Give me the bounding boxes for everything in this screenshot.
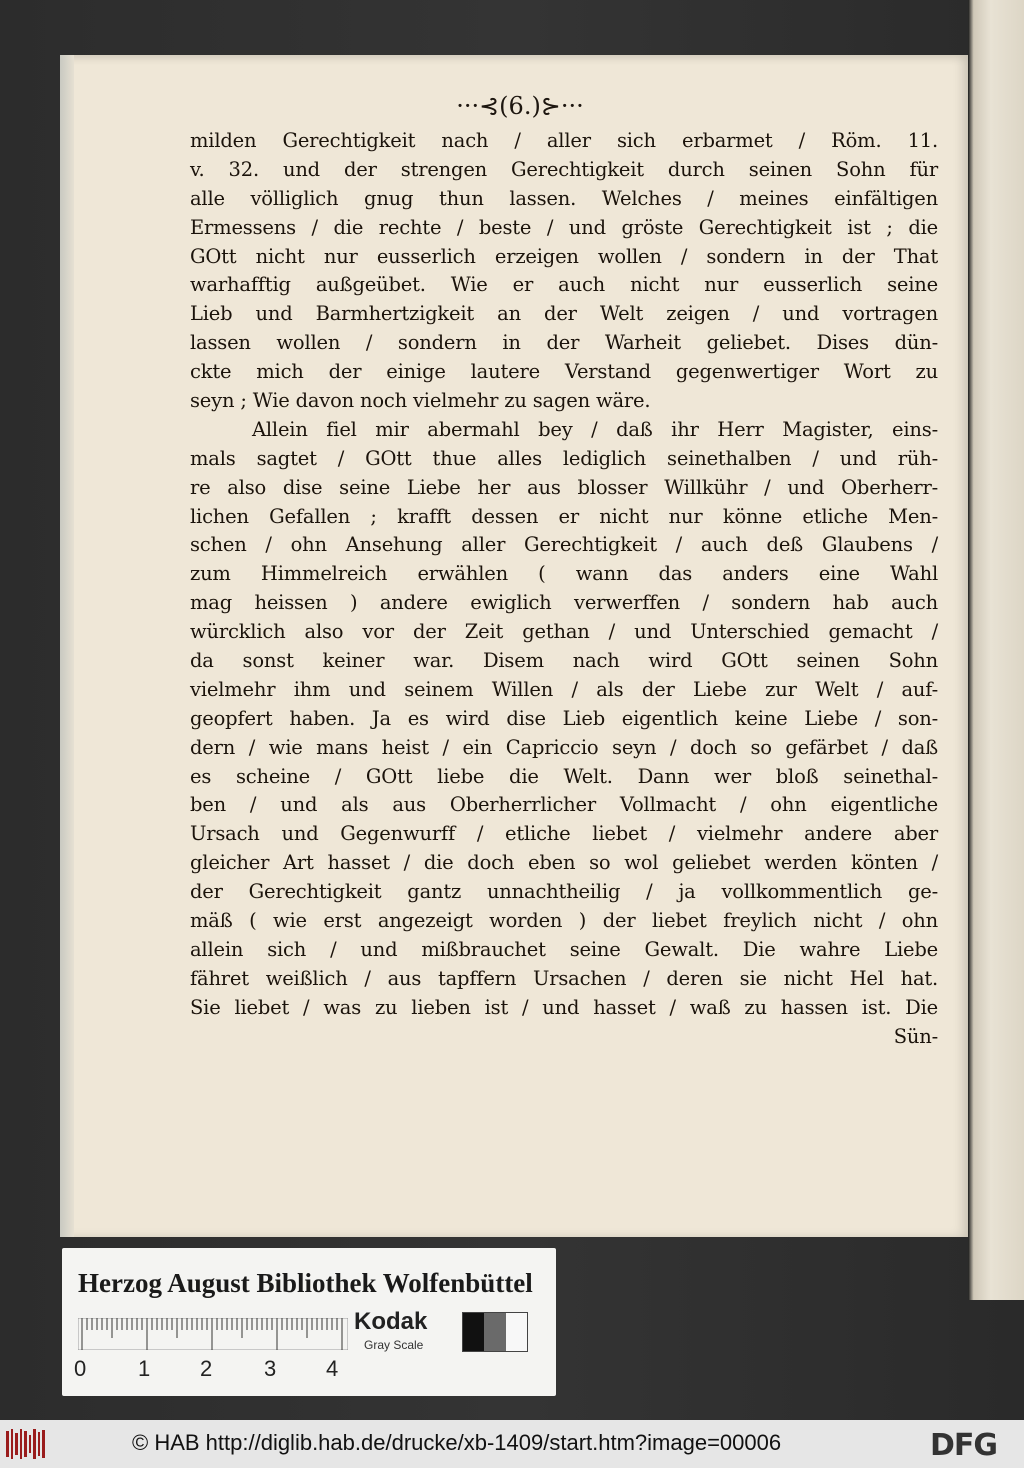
text-line: der Gerechtigkeit gantz unnachtheilig / ja vollkommentlich ge- [190, 880, 938, 904]
swatch-white [506, 1313, 527, 1351]
page-text-block [190, 127, 938, 1052]
text-line: fähret weißlich / aus tapffern Ursachen / deren sie nicht Hel hat. [190, 966, 938, 990]
swatch-black [463, 1313, 484, 1351]
text-line: allein sich / und mißbrauchet seine Gewalt. Die wahre Liebe [190, 937, 938, 961]
adjacent-page-edge [968, 0, 1024, 1300]
text-line: Lieb und Barmhertzigkeit an der Welt zeigen / und vortragen [190, 302, 938, 326]
text-line: ben / und als aus Oberherrlicher Vollmacht / ohn eigentliche [190, 793, 938, 817]
text-line: lichen Gefallen ; krafft dessen er nicht nur könne etliche Men- [190, 504, 938, 528]
dfg-logo: DFG [930, 1428, 998, 1463]
text-line: es scheine / GOtt liebe die Welt. Dann wer bloß seinethal- [190, 764, 938, 788]
library-color-card [62, 1248, 556, 1396]
text-line: ckte mich der einige lautere Verstand gegenwertiger Wort zu [190, 360, 938, 384]
ruler-number: 4 [326, 1356, 339, 1381]
page-number-header: ···⊰(6.)⊱··· [456, 92, 584, 120]
text-line: mag heissen ) andere ewiglich verwerffen / sondern hab auch [190, 591, 938, 615]
text-line: re also dise seine Liebe her aus blosser Willkühr / und Oberherr- [190, 475, 938, 499]
book-page [60, 55, 968, 1237]
page-gutter [60, 55, 74, 1237]
text-line: gleicher Art hasset / die doch eben so wol geliebet werden könten / [190, 851, 938, 875]
copyright-url[interactable]: © HAB http://diglib.hab.de/drucke/xb-1409/start.htm?image=00006 [132, 1430, 782, 1455]
text-line: Sie liebet / was zu lieben ist / und hasset / waß zu hassen ist. Die [190, 995, 938, 1019]
text-line: Sün- [893, 1024, 938, 1048]
text-line: GOtt nicht nur eusserlich erzeigen wollen / sondern in der That [190, 244, 938, 268]
text-line: v. 32. und der strengen Gerechtigkeit durch seinen Sohn für [190, 157, 938, 181]
text-line: geopfert haben. Ja es wird dise Lieb eigentlich keine Liebe / son- [190, 706, 938, 730]
ruler-number-row [70, 1356, 350, 1386]
text-line: Ermessens / die rechte / beste / und gröste Gerechtigkeit ist ; die [190, 215, 938, 239]
text-line: Ursach und Gegenwurff / etliche liebet / vielmehr andere aber [190, 822, 938, 846]
text-line: lassen wollen / sondern in der Warheit geliebet. Dises dün- [190, 331, 938, 355]
ruler-number: 3 [264, 1356, 277, 1381]
text-line: zum Himmelreich erwählen ( wann das anders eine Wahl [190, 562, 938, 586]
viewer-footer [0, 1420, 1024, 1468]
scale-ruler [78, 1318, 348, 1350]
text-line: schen / ohn Ansehung aller Gerechtigkeit / auch deß Glaubens / [190, 533, 938, 557]
text-line: da sonst keiner war. Disem nach wird GOtt seinen Sohn [190, 649, 938, 673]
kodak-logo: Kodak [354, 1308, 428, 1335]
text-line: mals sagtet / GOtt thue alles lediglich seinethalben / und rüh- [190, 446, 938, 470]
text-line: mäß ( wie erst angezeigt worden ) der liebet freylich nicht / ohn [190, 909, 938, 933]
swatch-gray [484, 1313, 505, 1351]
text-line: alle völliglich gnug thun lassen. Welches / meines einfältigen [190, 186, 938, 210]
gray-scale-label: Gray Scale [364, 1338, 424, 1352]
text-line: würcklich also vor der Zeit gethan / und Unterschied gemacht / [190, 620, 938, 644]
ruler-number: 0 [74, 1356, 87, 1381]
ruler-number: 1 [138, 1356, 151, 1381]
hab-barcode-icon [6, 1427, 46, 1461]
text-line: vielmehr ihm und seinem Willen / als der Liebe zur Welt / auf- [190, 677, 938, 701]
library-name: Herzog August Bibliothek Wolfenbüttel [78, 1268, 533, 1298]
text-line: seyn ; Wie davon noch vielmehr zu sagen wäre. [190, 389, 651, 413]
text-line: warhafftig außgeübet. Wie er auch nicht nur eusserlich seine [190, 273, 938, 297]
text-line: dern / wie mans heist / ein Capriccio seyn / doch so gefärbet / daß [190, 735, 938, 759]
text-line: Allein fiel mir abermahl bey / daß ihr Herr Magister, eins- [252, 417, 938, 441]
ruler-number: 2 [200, 1356, 213, 1381]
gray-swatches [462, 1312, 528, 1352]
text-line: milden Gerechtigkeit nach / aller sich erbarmet / Röm. 11. [190, 129, 938, 152]
